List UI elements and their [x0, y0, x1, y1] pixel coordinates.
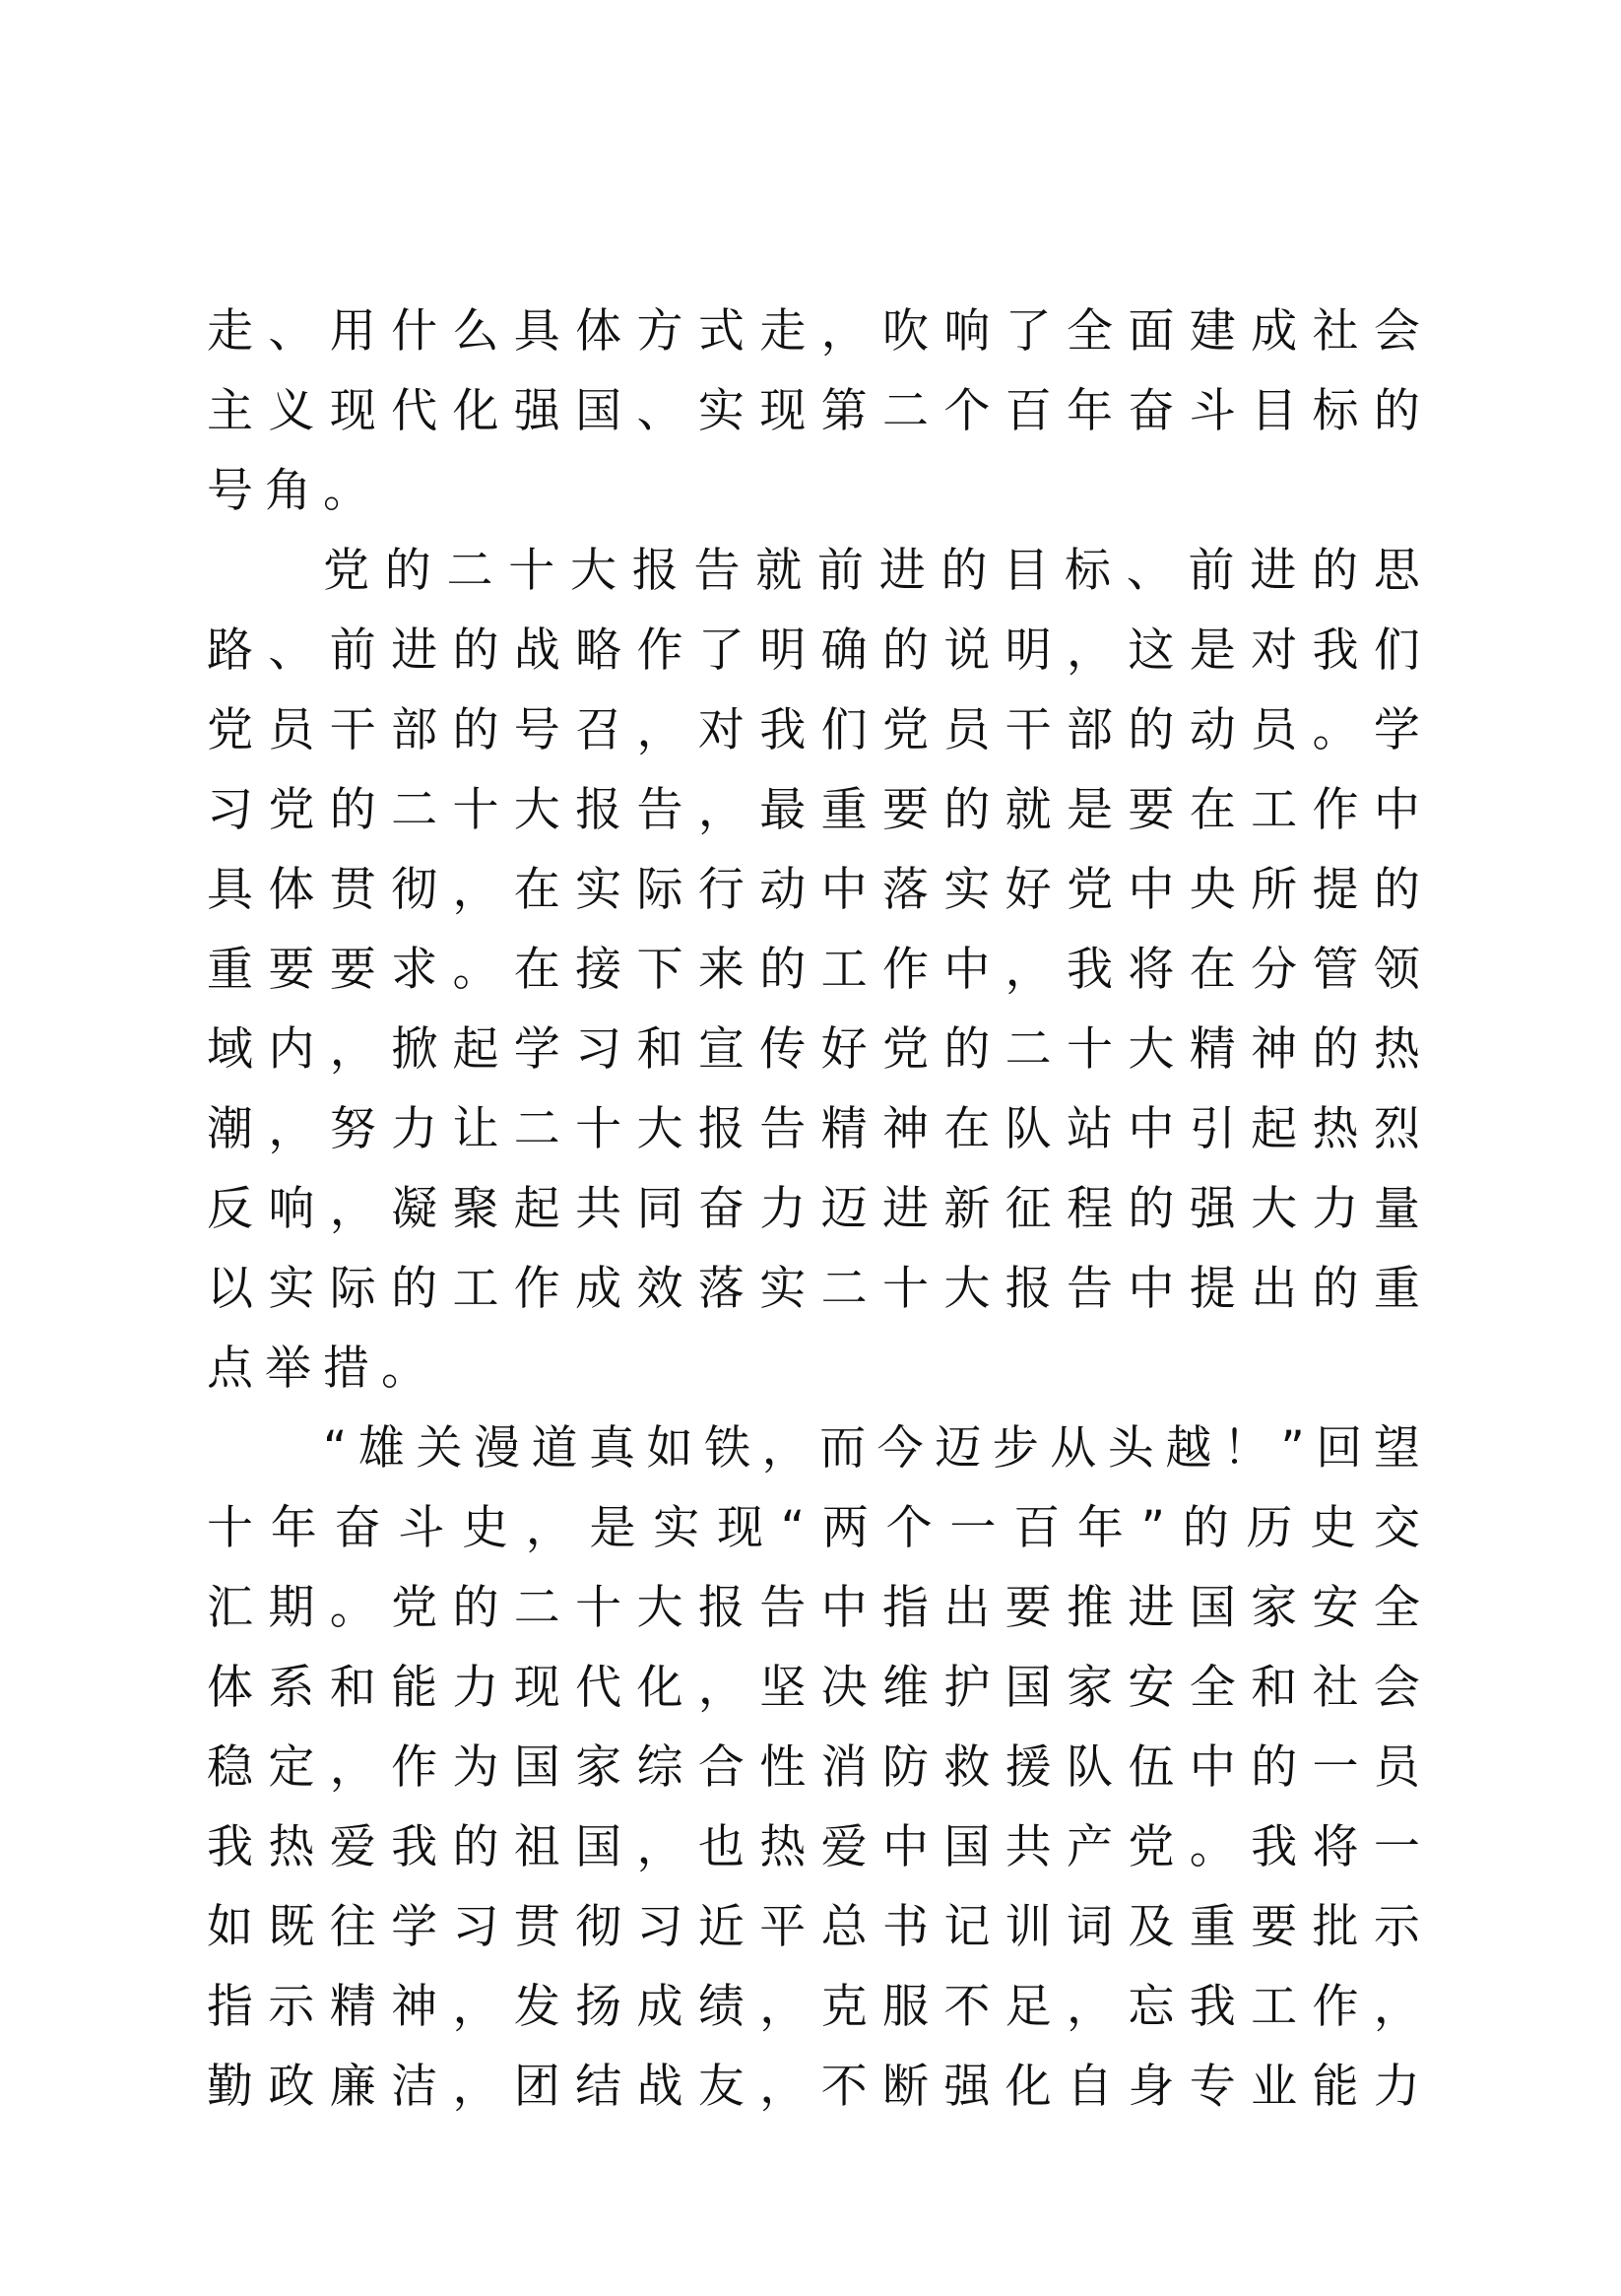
text-line: 汇 期 。 党 的 二 十 大 报 告 中 指 出 要 推 进 国 家 安 全	[207, 1581, 1420, 1635]
text-line: 域 内 ， 掀 起 学 习 和 宣 传 好 党 的 二 十 大 精 神 的 热	[207, 1022, 1420, 1077]
text-line: 如 既 往 学 习 贯 彻 习 近 平 总 书 记 训 词 及 重 要 批 示	[207, 1900, 1420, 1954]
text-line: 十 年 奋 斗 史 ， 是 实 现 “ 两 个 一 百 年 ” 的 历 史 交	[207, 1501, 1420, 1555]
text-line: 指 示 精 神 ， 发 扬 成 绩 ， 克 服 不 足 ， 忘 我 工 作 ，	[207, 1980, 1420, 2034]
text-line: 潮 ， 努 力 让 二 十 大 报 告 精 神 在 队 站 中 引 起 热 烈	[207, 1102, 1420, 1156]
body-text	[207, 292, 1420, 2127]
text-line: 走 、 用 什 么 具 体 方 式 走 ， 吹 响 了 全 面 建 成 社 会	[207, 304, 1420, 359]
text-line: 稳 定 ， 作 为 国 家 综 合 性 消 防 救 援 队 伍 中 的 一 员	[207, 1740, 1420, 1795]
text-line: 点举措。	[207, 1342, 439, 1396]
text-line: 体 系 和 能 力 现 代 化 ， 坚 决 维 护 国 家 安 全 和 社 会	[207, 1661, 1420, 1715]
text-line: 党 员 干 部 的 号 召 ， 对 我 们 党 员 干 部 的 动 员 。 学	[207, 703, 1420, 757]
text-line: 反 响 ， 凝 聚 起 共 同 奋 力 迈 进 新 征 程 的 强 大 力 量	[207, 1182, 1420, 1236]
text-line: 号角。	[207, 464, 381, 518]
text-line: 主 义 现 代 化 强 国 、 实 现 第 二 个 百 年 奋 斗 目 标 的	[207, 384, 1420, 438]
text-line: 我 热 爱 我 的 祖 国 ， 也 热 爱 中 国 共 产 党 。 我 将 一	[207, 1820, 1420, 1874]
text-line: 路 、 前 进 的 战 略 作 了 明 确 的 说 明 ， 这 是 对 我 们	[207, 623, 1420, 678]
paragraph-first-line: “ 雄 关 漫 道 真 如 铁 ， 而 今 迈 步 从 头 越 ！ ” 回 望	[323, 1421, 1420, 1476]
text-line: 以 实 际 的 工 作 成 效 落 实 二 十 大 报 告 中 提 出 的 重	[207, 1262, 1420, 1316]
text-line: 勤 政 廉 洁 ， 团 结 战 友 ， 不 断 强 化 自 身 专 业 能 力	[207, 2060, 1420, 2114]
text-line: 习 党 的 二 十 大 报 告 ， 最 重 要 的 就 是 要 在 工 作 中	[207, 783, 1420, 837]
paragraph-first-line: 党 的 二 十 大 报 告 就 前 进 的 目 标 、 前 进 的 思	[323, 544, 1420, 598]
text-line: 具 体 贯 彻 ， 在 实 际 行 动 中 落 实 好 党 中 央 所 提 的	[207, 863, 1420, 917]
text-line: 重 要 要 求 。 在 接 下 来 的 工 作 中 ， 我 将 在 分 管 领	[207, 943, 1420, 997]
